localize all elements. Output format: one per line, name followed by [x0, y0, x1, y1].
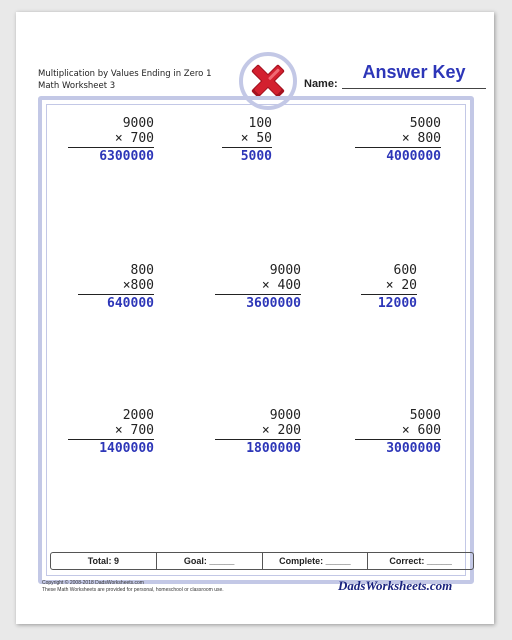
problem-5	[215, 263, 301, 311]
problem-top: 5000	[409, 408, 441, 423]
problem-answer: 4000000	[386, 149, 441, 164]
total-cell: Total: 9	[51, 553, 157, 569]
copyright-line2: These Math Worksheets are provided for personal, homeschool or classroom use.	[42, 587, 224, 593]
name-label: Name:	[304, 78, 338, 90]
copyright-line1: Copyright © 2008-2018 DadsWorksheets.com	[42, 580, 144, 586]
problem-answer: 1400000	[99, 441, 154, 456]
answer-key-title: Answer Key	[362, 62, 466, 82]
worksheet-title-line2: Math Worksheet 3	[38, 81, 116, 91]
problem-answer: 3600000	[246, 296, 301, 311]
complete-cell: Complete: _____	[263, 553, 369, 569]
problem-top: 800	[130, 263, 154, 278]
problem-top: 2000	[122, 408, 154, 423]
problem-bottom: × 700	[114, 423, 154, 438]
problem-8	[215, 408, 301, 456]
problem-6	[361, 263, 417, 311]
problem-answer: 3000000	[386, 441, 441, 456]
problem-answer: 1800000	[246, 441, 301, 456]
problem-rule	[78, 294, 154, 295]
problem-7	[68, 408, 154, 456]
problem-answer: 6300000	[99, 149, 154, 164]
site-logo: DadsWorksheets.com	[338, 578, 453, 593]
problem-top: 9000	[122, 116, 154, 131]
problem-bottom: × 50	[240, 131, 272, 146]
problem-bottom: × 800	[401, 131, 441, 146]
problem-rule	[361, 294, 417, 295]
problem-rule	[68, 147, 154, 148]
problem-rule	[215, 439, 301, 440]
problem-bottom: × 200	[261, 423, 301, 438]
problem-bottom: × 20	[385, 278, 417, 293]
name-line	[342, 88, 486, 89]
problem-2	[222, 116, 272, 164]
problem-answer: 640000	[107, 296, 154, 311]
goal-cell: Goal: _____	[157, 553, 263, 569]
problem-bottom: × 400	[261, 278, 301, 293]
worksheet-title-line1: Multiplication by Values Ending in Zero 1	[38, 69, 212, 79]
worksheet-title	[38, 68, 211, 92]
problem-rule	[355, 147, 441, 148]
problem-top: 600	[393, 263, 417, 278]
problem-top: 100	[248, 116, 272, 131]
worksheet-page	[16, 12, 494, 624]
problem-bottom: ×800	[122, 278, 154, 293]
problem-rule	[215, 294, 301, 295]
problem-rule	[68, 439, 154, 440]
problem-bottom: × 600	[401, 423, 441, 438]
score-bar	[50, 552, 474, 570]
problem-top: 9000	[269, 408, 301, 423]
problem-answer: 5000	[240, 149, 272, 164]
problem-top: 5000	[409, 116, 441, 131]
problem-answer: 12000	[377, 296, 417, 311]
problems-frame	[38, 96, 474, 584]
problem-rule	[222, 147, 272, 148]
problem-4	[78, 263, 154, 311]
correct-cell: Correct: _____	[389, 556, 452, 566]
problem-1	[68, 116, 154, 164]
problem-9	[355, 408, 441, 456]
problem-bottom: × 700	[114, 131, 154, 146]
problem-3	[355, 116, 441, 164]
problem-top: 9000	[269, 263, 301, 278]
copyright-notice	[42, 580, 224, 594]
problem-rule	[355, 439, 441, 440]
